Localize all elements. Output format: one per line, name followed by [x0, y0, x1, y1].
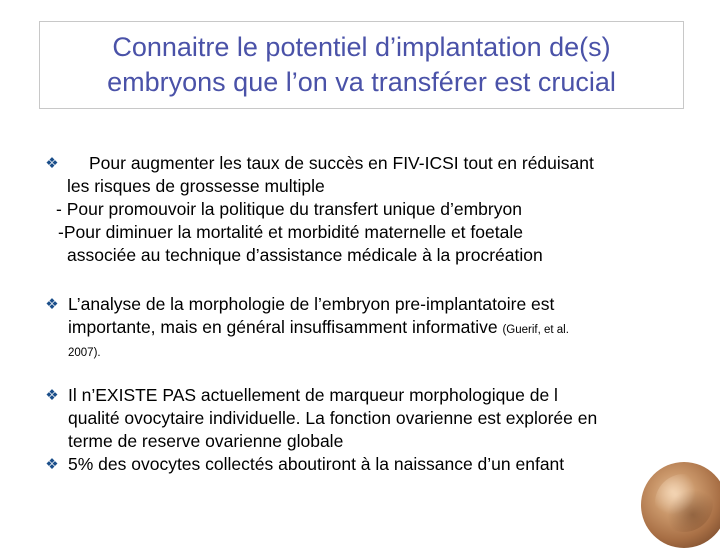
diamond-checkmark-bullet-icon: ❖ — [45, 155, 59, 172]
bullet-3-line-2: qualité ovocytaire individuelle. La fonction ovarienne est explorée en — [68, 408, 598, 428]
bullet-1-line-1: Pour augmenter les taux de succès en FIV-ICSI tout en réduisant — [89, 153, 594, 173]
bullet-1-sub-2: -Pour diminuer la mortalité et morbidité maternelle et foetale — [58, 222, 523, 242]
bullet-1-sub-1: - Pour promouvoir la politique du transfert unique d’embryon — [56, 199, 522, 219]
slide-title — [39, 21, 684, 109]
citation-year: 2007). — [68, 347, 101, 359]
diamond-checkmark-bullet-icon: ❖ — [45, 296, 59, 313]
embryo-image — [641, 462, 720, 548]
bullet-2-line-2-text: importante, mais en général insuffisamment informative — [68, 317, 503, 337]
bullet-item — [44, 152, 684, 267]
diamond-checkmark-bullet-icon: ❖ — [45, 387, 59, 404]
slide-body — [44, 152, 684, 476]
diamond-checkmark-bullet-icon: ❖ — [45, 456, 59, 473]
bullet-4-line-1: 5% des ovocytes collectés aboutiront à la naissance d’un enfant — [68, 454, 565, 474]
bullet-item — [44, 293, 684, 365]
bullet-2-line-1: L’analyse de la morphologie de l’embryon pre-implantatoire est — [68, 294, 555, 314]
bullet-3-line-1: Il n’EXISTE PAS actuellement de marqueur morphologique de l — [68, 385, 558, 405]
bullet-3-line-3: terme de reserve ovarienne globale — [68, 431, 344, 451]
bullet-1-sub-2-cont: associée au technique d’assistance médicale à la procréation — [67, 245, 543, 265]
bullet-1-line-2: les risques de grossesse multiple — [67, 176, 325, 196]
slide-title-line-1: Connaitre le potentiel d’implantation de(s) — [112, 32, 611, 62]
bullet-2-line-2 — [44, 316, 684, 342]
slide-title-line-2: embryons que l’on va transférer est crucial — [107, 67, 616, 97]
bullet-item — [44, 384, 684, 453]
bullet-item — [44, 453, 684, 476]
citation: (Guerif, et al. — [502, 324, 569, 336]
